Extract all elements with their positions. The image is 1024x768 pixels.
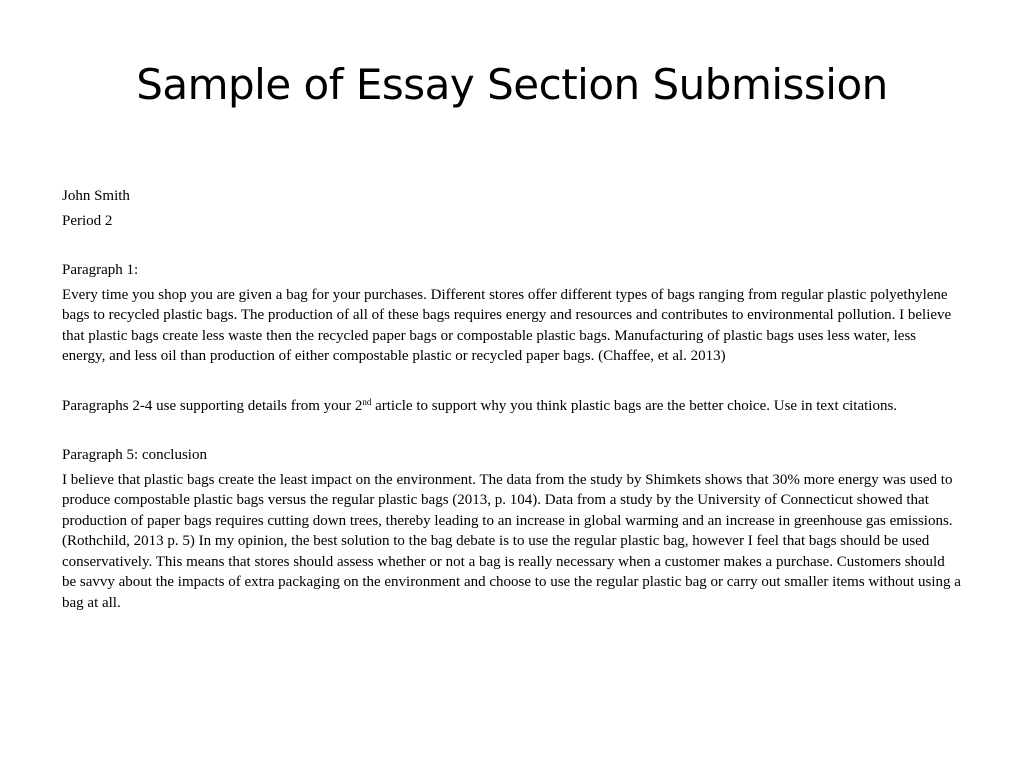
paragraph5-heading: Paragraph 5: conclusion — [62, 447, 207, 463]
slide-body — [62, 186, 962, 613]
student-name: John Smith — [62, 188, 130, 204]
paragraphs-2-4-instruction — [62, 396, 962, 417]
paragraph1-text: Every time you shop you are given a bag for your purchases. Different stores offer different types of bags ranging from regular plastic polyethylene bags to recycled plastic bags. The production of all of these bags requires energy and resources and contributes to environmental pollution. I believe that plastic bags create less waste then the recycled paper bags or compostable plastic bags. Manufacturing of plastic bags uses less water, less energy, and less oil than production of either compostable plastic or recycled paper bags. (Chaffee, et al. 2013) — [62, 286, 952, 364]
instruction-text-end: article to support why you think plastic bags are the better choice. Use in text citations. — [371, 397, 898, 414]
instruction-text-start: Paragraphs 2-4 use supporting details from your 2 — [62, 397, 363, 414]
student-period: Period 2 — [62, 212, 113, 229]
ordinal-superscript: nd — [362, 396, 372, 407]
slide-title: Sample of Essay Section Submission — [136, 60, 888, 109]
paragraph5-text: I believe that plastic bags create the least impact on the environment. The data from the study by Shimkets shows that 30% more energy was used to produce compostable plastic bags versus the regular plastic bags (2013, p. 104). Data from a study by the University of Connecticut showed that production of paper bags requires cutting down trees, thereby leading to an increase in global warming and an increase in greenhouse gas emissions. (Rothchild, 2013 p. 5) In my opinion, the best solution to the bag debate is to use the regular plastic bag, however I feel that bags should be used conservatively. This means that stores should assess whether or not a bag is really necessary when a customer makes a purchase. Customers should be savvy about the impacts of extra packaging on the environment and choose to use the regular plastic bag or carry out smaller items without using a bag at all. — [62, 471, 961, 611]
paragraph1-heading: Paragraph 1: — [62, 262, 139, 278]
